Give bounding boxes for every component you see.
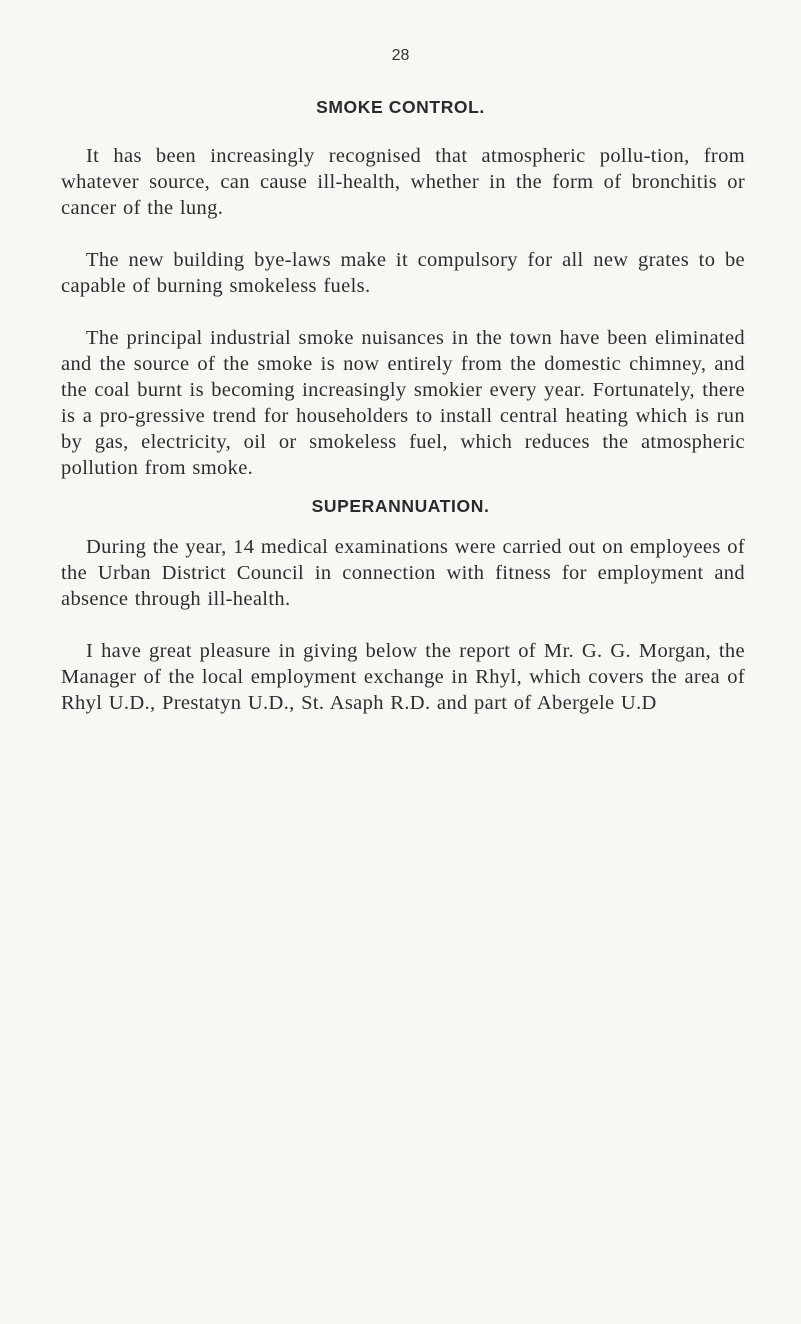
superannuation-heading: SUPERANNUATION. xyxy=(311,496,490,516)
superannuation-paragraph-1: During the year, 14 medical examinations were carried out on employees of the Urban District Council in connection with fitness for employment and absence through ill-health. xyxy=(61,536,745,610)
page-number: 28 xyxy=(391,47,410,64)
smoke-control-paragraph-3: The principal industrial smoke nuisances in the town have been eliminated and the source of the smoke is now entirely from the domestic chimney, and the coal burnt is becoming increasingly smokier every year. Fortunately, there is a pro-gressive trend for householders to install central heating which is run by gas, electricity, oil or smokeless fuel, which reduces the atmospheric pollution from smoke. xyxy=(61,327,745,479)
smoke-control-paragraph-1: It has been increasingly recognised that atmospheric pollu-tion, from whatever source, can cause ill-health, whether in the form of bronchitis or cancer of the lung. xyxy=(61,145,745,219)
superannuation-paragraph-2: I have great pleasure in giving below the report of Mr. G. G. Morgan, the Manager of the local employment exchange in Rhyl, which covers the area of Rhyl U.D., Prestatyn U.D., St. Asaph R.D. and part of Abergele U.D xyxy=(61,640,745,714)
smoke-control-paragraph-2: The new building bye-laws make it compulsory for all new grates to be capable of burning smokeless fuels. xyxy=(61,249,745,297)
smoke-control-heading: SMOKE CONTROL. xyxy=(316,97,485,117)
